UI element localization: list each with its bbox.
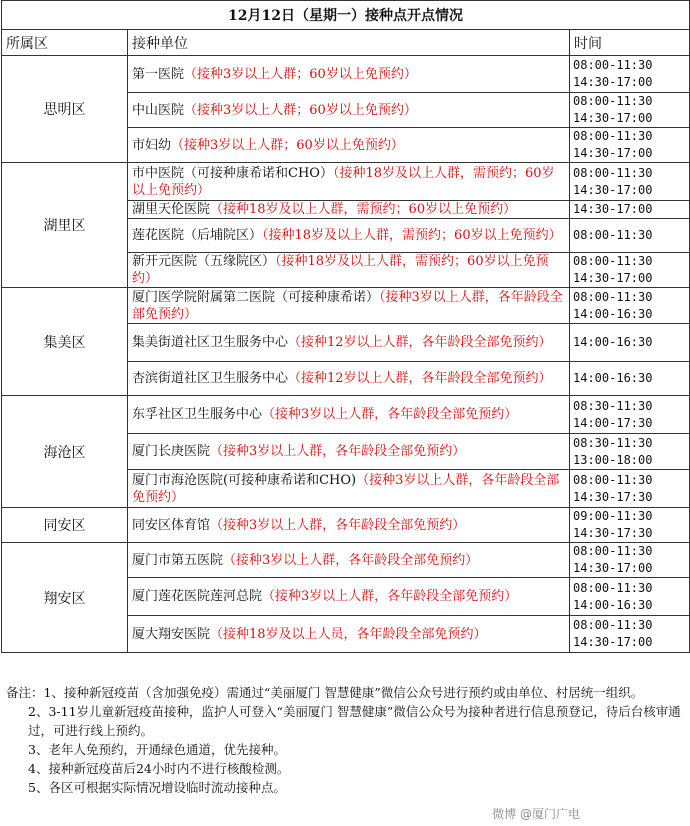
site-cell: [128, 56, 570, 93]
time-cell: [570, 508, 690, 543]
header-time: 时间: [570, 30, 690, 56]
time-cell: [570, 253, 690, 288]
site-name: 厦门医学院附属第二医院（可接种康希诺）: [132, 289, 380, 305]
header-unit: 接种单位: [128, 30, 570, 56]
time-slot: 14:30-17:30: [573, 526, 653, 540]
site-note: （接种3岁以上人群，各年龄段全部免预约）: [262, 407, 518, 422]
site-note: （接种12岁以上人群，各年龄段全部免预约）: [288, 335, 552, 350]
time-slot: 08:00-11:30: [573, 94, 653, 108]
note-line: 5、各区可根据实际情况增设临时流动接种点。: [28, 780, 286, 795]
site-cell: [128, 93, 570, 128]
header-row: [2, 30, 690, 56]
site-name: 第一医院: [132, 66, 185, 82]
site-name: 厦门莲花医院莲河总院: [132, 589, 263, 604]
time-cell: [570, 201, 690, 219]
site-name: 厦门市海沧医院(可接种康希诺和CHO): [132, 472, 357, 488]
site-note: （接种18岁及以上人员，各年龄段全部免预约）: [210, 626, 487, 642]
site-cell: [128, 434, 570, 470]
time-slot: 08:00-11:30: [573, 618, 653, 632]
site-name: 厦门市第五医院: [132, 552, 224, 568]
site-name: 市妇幼: [132, 137, 172, 153]
site-cell: [128, 470, 570, 508]
time-slot: 08:30-11:30: [573, 398, 653, 413]
district-cell: 集美区: [2, 288, 128, 396]
site-note: （接种18岁及以上人群，需预约；60岁以上免预约）: [262, 228, 562, 243]
site-note: （接种3岁以上人群，各年龄段全部免预约）: [210, 517, 466, 533]
time-slot: 14:00-16:30: [573, 597, 653, 612]
site-cell: [128, 163, 570, 201]
table-row: [2, 396, 690, 434]
time-slot: 08:00-11:30: [573, 165, 653, 180]
time-slot: 14:30-17:00: [573, 202, 653, 216]
site-cell: [128, 578, 570, 616]
site-name: 同安区体育馆: [132, 517, 211, 533]
time-slot: 08:00-11:30: [573, 58, 653, 72]
time-slot: 14:30-17:30: [573, 489, 653, 504]
site-cell: [128, 201, 570, 219]
table-row: [2, 288, 690, 324]
time-cell: [570, 163, 690, 201]
time-cell: [570, 434, 690, 470]
table-body: [2, 1, 690, 653]
site-note: （接种3岁以上人群，各年龄段全部免预约）: [132, 289, 563, 322]
site-name: 厦大翔安医院: [132, 626, 211, 642]
table-row: [2, 543, 690, 578]
time-slot: 14:30-17:00: [573, 635, 653, 649]
site-note: （接种3岁以上人群；60岁以上免预约）: [184, 102, 417, 118]
vaccination-table: [1, 0, 690, 653]
page-title: 12月12日（星期一）接种点开点情况: [2, 1, 690, 30]
time-cell: [570, 362, 690, 396]
time-slot: 08:00-11:30: [573, 580, 653, 595]
site-name: 东孚社区卫生服务中心: [132, 407, 263, 422]
site-note: （接种3岁以上人群，各年龄段全部免预约）: [132, 472, 560, 505]
time-slot: 08:00-11:30: [573, 289, 653, 304]
table-row: [2, 163, 690, 201]
table-row: [2, 508, 690, 543]
site-note: （接种3岁以上人群，各年龄段全部免预约）: [223, 552, 479, 568]
time-slot: 08:00-11:30: [573, 228, 653, 242]
time-cell: [570, 396, 690, 434]
note-line: 2、3-11岁儿童新冠疫苗接种，监护人可登入“美丽厦门 智慧健康”微信公众号为接种者进行信息预登记，待后台核审通过，可进行线上预约。: [28, 704, 681, 738]
site-cell: [128, 219, 570, 253]
time-cell: [570, 219, 690, 253]
title-row: [2, 1, 690, 30]
site-name: 厦门长庚医院: [132, 444, 211, 459]
site-cell: [128, 253, 570, 288]
site-note: （接种3岁以上人群，各年龄段全部免预约）: [210, 444, 466, 459]
site-note: （接种12岁以上人群，各年龄段全部免预约）: [288, 371, 552, 386]
site-cell: [128, 128, 570, 163]
time-slot: 08:00-11:30: [573, 254, 653, 268]
time-slot: 09:00-11:30: [573, 509, 653, 523]
site-name: 杏滨街道社区卫生服务中心: [132, 371, 289, 386]
time-slot: 14:30-17:00: [573, 75, 653, 89]
site-cell: [128, 543, 570, 578]
time-slot: 08:00-11:30: [573, 129, 653, 143]
time-slot: 14:00-17:30: [573, 415, 653, 430]
site-name: 湖里天伦医院: [132, 202, 211, 217]
header-district: 所属区: [2, 30, 128, 56]
district-cell: 同安区: [2, 508, 128, 543]
time-slot: 14:00-16:30: [573, 306, 653, 321]
district-cell: 湖里区: [2, 163, 128, 288]
site-note: （接种3岁以上人群；60岁以上免预约）: [184, 66, 417, 82]
site-name: 集美街道社区卫生服务中心: [132, 335, 289, 350]
time-cell: [570, 324, 690, 362]
time-slot: 14:30-17:00: [573, 271, 653, 285]
note-line: 备注：1、接种新冠疫苗（含加强免疫）需通过“美丽厦门 智慧健康”微信公众号进行预约或由单位、村居统一组织。: [6, 685, 644, 700]
site-note: （接种3岁以上人群；60岁以上免预约）: [171, 137, 404, 153]
watermark: 微博 @厦门广电: [492, 807, 580, 821]
site-note: （接种3岁以上人群，各年龄段全部免预约）: [262, 589, 518, 604]
site-cell: [128, 616, 570, 653]
time-cell: [570, 128, 690, 163]
site-name: 莲花医院（后埔院区）: [132, 228, 263, 243]
time-slot: 14:30-17:00: [573, 561, 653, 575]
time-slot: 08:00-11:30: [573, 544, 653, 558]
time-slot: 14:30-17:00: [573, 111, 653, 125]
site-note: （接种18岁及以上人群，需预约；60岁以上免预约）: [132, 254, 549, 286]
time-slot: 13:00-18:00: [573, 452, 653, 467]
site-name: 市中医院（可接种康希诺和CHO）: [132, 165, 333, 181]
site-cell: [128, 288, 570, 324]
site-note: （接种18岁及以上人群，需预约；60岁以上免预约）: [210, 202, 517, 217]
district-cell: 思明区: [2, 56, 128, 163]
site-name: 新开元医院（五缘院区）: [132, 254, 276, 269]
time-slot: 08:00-11:30: [573, 472, 653, 487]
time-slot: 08:30-11:30: [573, 435, 653, 450]
time-slot: 14:00-16:30: [573, 371, 653, 385]
time-cell: [570, 470, 690, 508]
time-slot: 14:30-17:00: [573, 146, 653, 160]
site-name: 中山医院: [132, 102, 185, 118]
time-cell: [570, 616, 690, 653]
time-cell: [570, 543, 690, 578]
note-line: 3、老年人免预约，开通绿色通道，优先接种。: [28, 742, 286, 757]
time-cell: [570, 56, 690, 93]
site-cell: [128, 362, 570, 396]
time-slot: 14:00-16:30: [573, 335, 653, 349]
notes-section: [6, 683, 686, 797]
site-cell: [128, 324, 570, 362]
time-cell: [570, 578, 690, 616]
district-cell: 海沧区: [2, 396, 128, 508]
time-cell: [570, 288, 690, 324]
time-cell: [570, 93, 690, 128]
site-cell: [128, 508, 570, 543]
note-line: 4、接种新冠疫苗后24小时内不进行核酸检测。: [28, 761, 290, 776]
time-slot: 14:30-17:00: [573, 182, 653, 197]
site-cell: [128, 396, 570, 434]
table-row: [2, 56, 690, 93]
district-cell: 翔安区: [2, 543, 128, 653]
site-note: （接种18岁及以上人群，需预约；60岁以上免预约）: [132, 165, 555, 198]
